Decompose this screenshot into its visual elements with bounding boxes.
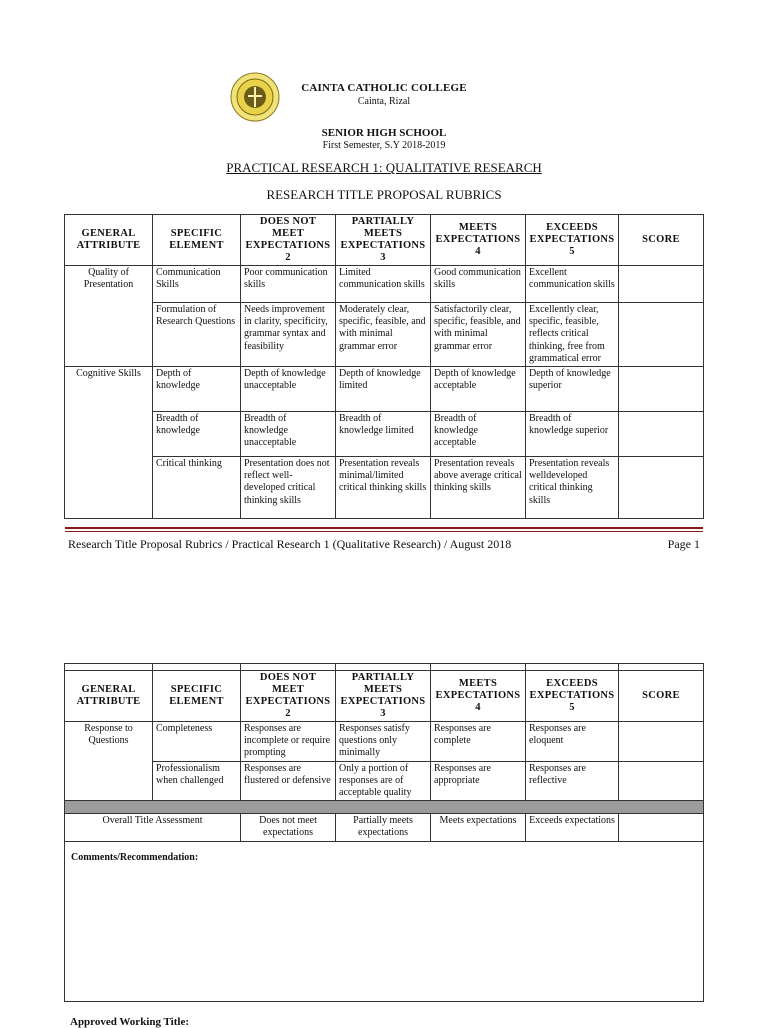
score-cell[interactable]: [619, 722, 704, 762]
score-cell[interactable]: [619, 412, 704, 457]
element-cell: Depth of knowledge: [153, 367, 241, 412]
department-name: SENIOR HIGH SCHOOL: [321, 127, 447, 139]
page-number: Page 1: [667, 537, 700, 551]
rating-cell: Breadth of knowledge limited: [336, 412, 431, 457]
overall-score-cell[interactable]: [619, 814, 704, 841]
col-does-not-meet: DOES NOT MEET EXPECTATIONS 2: [241, 215, 336, 266]
rating-cell: Responses satisfy questions only minimally: [336, 722, 431, 762]
score-cell[interactable]: [619, 761, 704, 801]
school-location: Cainta, Rizal: [357, 96, 411, 107]
table-row: [65, 457, 704, 519]
rating-cell: Responses are appropriate: [431, 761, 526, 801]
col-meets: MEETS EXPECTATIONS 4: [431, 215, 526, 266]
col-score: SCORE: [619, 215, 704, 266]
col-meets: MEETS EXPECTATIONS 4: [431, 671, 526, 722]
document-title: RESEARCH TITLE PROPOSAL RUBRICS: [266, 187, 502, 202]
rating-cell: Breadth of knowledge superior: [526, 412, 619, 457]
attr-response-to-questions: Response to Questions: [65, 722, 153, 801]
overall-assessment-label: Overall Title Assessment: [65, 814, 241, 841]
rating-cell: Depth of knowledge superior: [526, 367, 619, 412]
course-title: PRACTICAL RESEARCH 1: QUALITATIVE RESEARCH: [226, 160, 542, 175]
score-cell[interactable]: [619, 457, 704, 519]
rating-cell: Excellent communication skills: [526, 266, 619, 303]
attr-cognitive-skills: Cognitive Skills: [65, 367, 153, 519]
rating-cell: Presentation does not reflect well-developed critical thinking skills: [241, 457, 336, 519]
rubric-table-1: [64, 214, 704, 519]
semester-text: First Semester, S.Y 2018-2019: [322, 140, 446, 151]
school-name: CAINTA CATHOLIC COLLEGE: [301, 82, 467, 94]
overall-option[interactable]: Meets expectations: [431, 814, 526, 841]
col-exceeds: EXCEEDS EXPECTATIONS 5: [526, 215, 619, 266]
rubric-table-2: [64, 663, 704, 1002]
col-partially-meets: PARTIALLY MEETS EXPECTATIONS 3: [336, 215, 431, 266]
rating-cell: Limited communication skills: [336, 266, 431, 303]
element-cell: Formulation of Research Questions: [153, 303, 241, 367]
rating-cell: Presentation reveals welldeveloped critical thinking skills: [526, 457, 619, 519]
table-spacer-row: [65, 664, 704, 671]
element-cell: Breadth of knowledge: [153, 412, 241, 457]
rating-cell: Only a portion of responses are of acceptable quality: [336, 761, 431, 801]
overall-option[interactable]: Partially meets expectations: [336, 814, 431, 841]
approved-title-label: Approved Working Title:: [70, 1016, 189, 1028]
rating-cell: Responses are complete: [431, 722, 526, 762]
rating-cell: Breadth of knowledge acceptable: [431, 412, 526, 457]
table-row: [65, 761, 704, 801]
rating-cell: Depth of knowledge unacceptable: [241, 367, 336, 412]
element-cell: Critical thinking: [153, 457, 241, 519]
table-row: [65, 722, 704, 762]
rating-cell: Responses are incomplete or require prompting: [241, 722, 336, 762]
rating-cell: Responses are flustered or defensive: [241, 761, 336, 801]
rating-cell: Responses are reflective: [526, 761, 619, 801]
rating-cell: Breadth of knowledge unacceptable: [241, 412, 336, 457]
col-partially-meets: PARTIALLY MEETS EXPECTATIONS 3: [336, 671, 431, 722]
table-row: [65, 266, 704, 303]
table-row: [65, 303, 704, 367]
footer-text: Research Title Proposal Rubrics / Practical Research 1 (Qualitative Research) / August 2018: [68, 537, 512, 551]
attr-quality-of-presentation: Quality of Presentation: [65, 266, 153, 367]
element-cell: Completeness: [153, 722, 241, 762]
rating-cell: Presentation reveals above average critical thinking skills: [431, 457, 526, 519]
overall-option[interactable]: Exceeds expectations: [526, 814, 619, 841]
col-specific-element: SPECIFIC ELEMENT: [153, 215, 241, 266]
score-cell[interactable]: [619, 266, 704, 303]
rating-cell: Moderately clear, specific, feasible, and with minimal grammar error: [336, 303, 431, 367]
col-general-attribute: GENERAL ATTRIBUTE: [65, 671, 153, 722]
comments-box[interactable]: [65, 841, 704, 1001]
table-row: [65, 367, 704, 412]
table-header-row: [65, 215, 704, 266]
col-exceeds: EXCEEDS EXPECTATIONS 5: [526, 671, 619, 722]
col-specific-element: SPECIFIC ELEMENT: [153, 671, 241, 722]
rating-cell: Needs improvement in clarity, specificity, grammar syntax and feasibility: [241, 303, 336, 367]
rating-cell: Depth of knowledge acceptable: [431, 367, 526, 412]
footer-rule: [65, 527, 703, 529]
shaded-separator-row: [65, 801, 704, 814]
score-cell[interactable]: [619, 367, 704, 412]
score-cell[interactable]: [619, 303, 704, 367]
rating-cell: Presentation reveals minimal/limited critical thinking skills: [336, 457, 431, 519]
comments-label: Comments/Recommendation:: [71, 851, 199, 863]
col-score: SCORE: [619, 671, 704, 722]
table-row: [65, 412, 704, 457]
col-general-attribute: GENERAL ATTRIBUTE: [65, 215, 153, 266]
rating-cell: Satisfactorily clear, specific, feasible, and with minimal grammar error: [431, 303, 526, 367]
rating-cell: Responses are eloquent: [526, 722, 619, 762]
overall-assessment-row: [65, 814, 704, 841]
rating-cell: Poor communication skills: [241, 266, 336, 303]
rating-cell: Depth of knowledge limited: [336, 367, 431, 412]
element-cell: Professionalism when challenged: [153, 761, 241, 801]
element-cell: Communication Skills: [153, 266, 241, 303]
footer-rule-thin: [65, 531, 703, 532]
rating-cell: Good communication skills: [431, 266, 526, 303]
overall-option[interactable]: Does not meet expectations: [241, 814, 336, 841]
col-does-not-meet: DOES NOT MEET EXPECTATIONS 2: [241, 671, 336, 722]
comments-row: [65, 841, 704, 1001]
rating-cell: Excellently clear, specific, feasible, reflects critical thinking, free from grammatical error: [526, 303, 619, 367]
table-header-row: [65, 671, 704, 722]
